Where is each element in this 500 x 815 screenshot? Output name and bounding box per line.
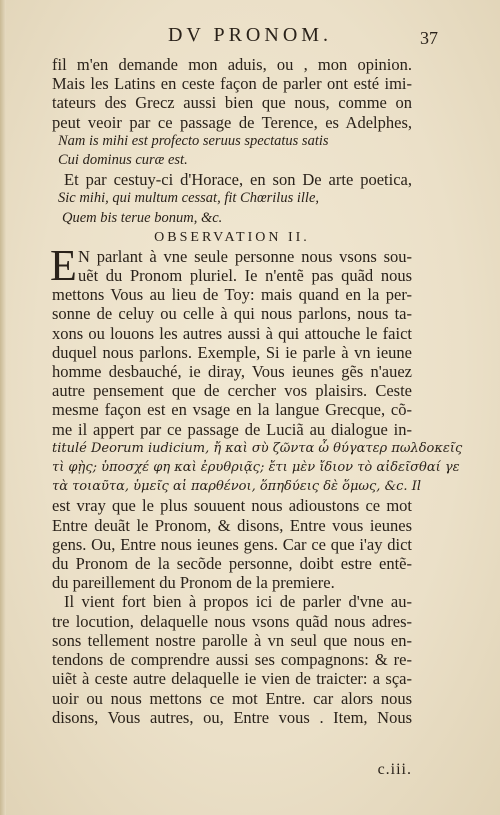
text-line: tendons de comprendre aussi ses compagnons: & re-	[52, 650, 412, 670]
quote-line: Sic mihi, qui multum cessat, fit Chœrilus ille,	[58, 190, 319, 207]
text-line: sonne de celuy ou celle à qui nous parlons, nous ta-	[52, 304, 412, 324]
text-block	[50, 55, 463, 727]
text-line: homme desbauché, ie diray, Vous ieunes gẽs n'auez	[52, 362, 412, 382]
text-line: tre locution, delaquelle nous vsons quãd nous adres-	[52, 611, 412, 631]
quote-line: Cui dominus curæ est.	[58, 152, 188, 169]
text-line: du Pronom de la secõde personne, doibt estre entẽ-	[52, 554, 412, 574]
text-line: Il vient fort bien à propos ici de parler d'vne au-	[64, 592, 412, 612]
text-line: uẽt du Pronom pluriel. Ie n'entẽ pas quãd nous	[78, 266, 412, 286]
page-gutter	[0, 0, 6, 815]
text-line: uoir ou nous mettons ce mot Entre. car alors nous	[52, 688, 412, 708]
quote-line: Nam is mihi est profecto seruus spectatus satis	[58, 132, 329, 149]
text-line: peut veoir par ce passage de Terence, es Adelphes,	[52, 112, 412, 132]
text-line: disons, Vous autres, ou, Entre vous . Item, Nous	[52, 707, 412, 727]
text-line: xons ou louons les autres aussi à qui attouche le faict	[52, 323, 412, 343]
text-line: sons tellement nostre parolle à vn seul que nous en-	[52, 630, 412, 650]
signature-mark: c.iii.	[377, 761, 412, 778]
text-line: me il appert par ce passage de Luciã au dialogue in-	[52, 419, 412, 439]
text-line: autre pensement que de cercher vos plaisirs. Ceste	[52, 381, 412, 401]
running-head: DV PRONOM.	[167, 24, 333, 46]
text-line: gens. Ou, Entre nous ieunes gens. Car ce que i'ay dict	[52, 534, 412, 554]
text-line: duquel nous parlons. Exemple, Si ie parle à vn ieune	[52, 342, 412, 362]
section-heading: OBSERVATION II.	[154, 229, 310, 245]
text-line: N parlant à vne seule personne nous vsons sou-	[78, 246, 412, 266]
text-line: uiẽt à ceste autre delaquelle ie vien de traicter: a sça-	[52, 669, 412, 689]
page-number: 37	[420, 28, 438, 48]
drop-capital: E	[50, 240, 77, 290]
greek-line: τὶ φῂς; ὑποσχέ φη καὶ ἐρυθριᾷς; ἔτι μὲν ἴδιον τὸ αἰδεῖσθαί γε	[52, 460, 460, 476]
text-line: tateurs des Grecz aussi bien que nous, comme on	[52, 93, 412, 113]
quote-line: Quem bis terue bonum, &c.	[62, 209, 223, 226]
text-line: mettons Vous au lieu de Toy: mais quand en la per-	[52, 285, 412, 305]
text-line: est vray que le plus souuent nous adioustons ce mot	[52, 496, 412, 516]
greek-line: titulé Deorum iudicium, ἤ καὶ σὺ ζῶντα ὦ θύγατερ πωλδοκεῖς	[52, 440, 463, 456]
text-line: Entre deuãt le Pronom, & disons, Entre vous ieunes	[52, 515, 412, 535]
text-line: fil m'en demande mon aduis, ou , mon opinion.	[52, 55, 412, 74]
page-header	[0, 22, 500, 52]
paragraph-locution	[52, 592, 412, 726]
text-line: du pareillement du Pronom de la premiere.	[52, 573, 335, 593]
greek-line: τὰ τοιαῦτα, ὑμεῖς αἱ παρθένοι, ὅπηδύεις δὲ ὅμως, &c. Il	[52, 479, 421, 495]
text-line: Et par cestuy-ci d'Horace, en son De arte poetica,	[64, 170, 412, 190]
text-line: Mais les Latins en ceste façon de parler ont esté imi-	[52, 74, 412, 94]
paragraph-observation	[50, 240, 463, 593]
text-line: mesme façon est en vsage en la langue Grecque, cõ-	[52, 400, 412, 420]
